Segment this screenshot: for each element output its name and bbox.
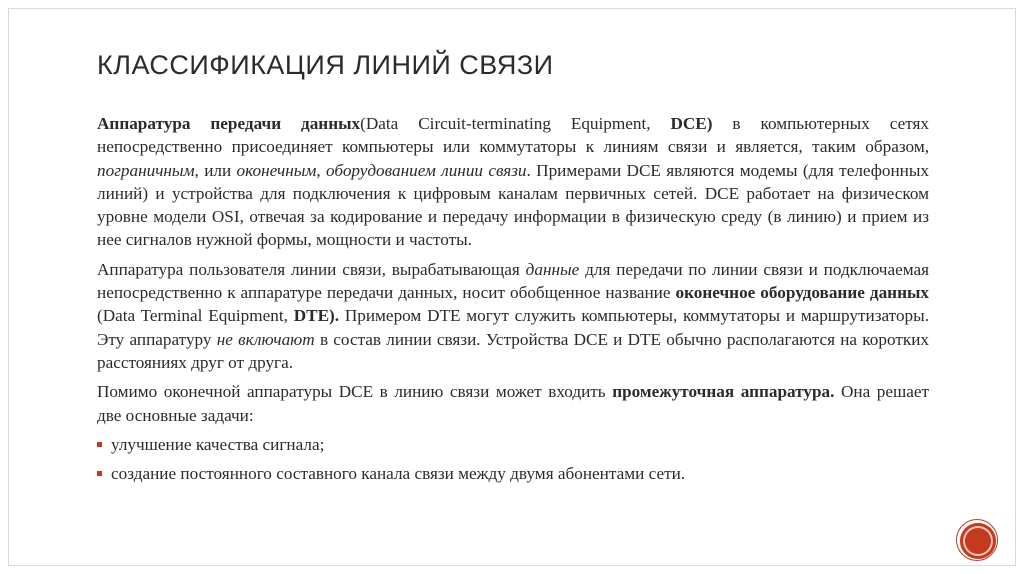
term-dce: Аппаратура передачи данных [97, 114, 361, 133]
term-dte: оконечное оборудование данных [675, 283, 929, 303]
slide-content [97, 112, 929, 491]
task-list [97, 433, 929, 486]
square-bullet-icon [97, 442, 102, 447]
paragraph-intermediate: Помимо оконечной аппаратуры DCE в линию связи может входить промежуточная аппаратура. Она решает две основные задачи: [97, 382, 929, 425]
list-item: создание постоянного составного канала связи между двумя абонентами сети. [97, 462, 929, 485]
paragraph-dte: Аппаратура пользователя линии связи, вырабатывающая данные для передачи по линии связи и подключаемая непосредственно к аппаратуре передачи данных, носит обобщенное название оконечное оборудование данных (Data Terminal Equipment, DTE). Примером DTE могут служить компьютеры, коммутаторы и маршрутизаторы. Эту аппаратуру не включают в состав линии связи. Устройства DCE и DTE обычно располагаются на коротких расстояниях друг от друга. [97, 259, 929, 372]
logo-circle-icon [960, 523, 996, 559]
slide-title: КЛАССИФИКАЦИЯ ЛИНИЙ СВЯЗИ [97, 50, 554, 80]
paragraph-dce: Аппаратура передачи данных(Data Circuit-terminating Equipment, DCE) в компьютерных сетях непосредственно присоединяет компьютеры или коммутаторы к линиям связи и является, таким образом, пограничным, или оконечным, оборудованием линии связи. Примерами DCE являются модемы (для телефонных линий) и устройства для подключения к цифровым каналам первичных сетей. DCE работает на физическом уровне модели OSI, отвечая за кодирование и передачу информации в физическую среду (в линию) и прием из нее сигналов нужной формы, мощности и частоты. [97, 114, 930, 250]
square-bullet-icon [97, 471, 102, 476]
term-intermediate: промежуточная аппаратура. [612, 382, 835, 402]
list-item: улучшение качества сигнала; [97, 433, 929, 456]
